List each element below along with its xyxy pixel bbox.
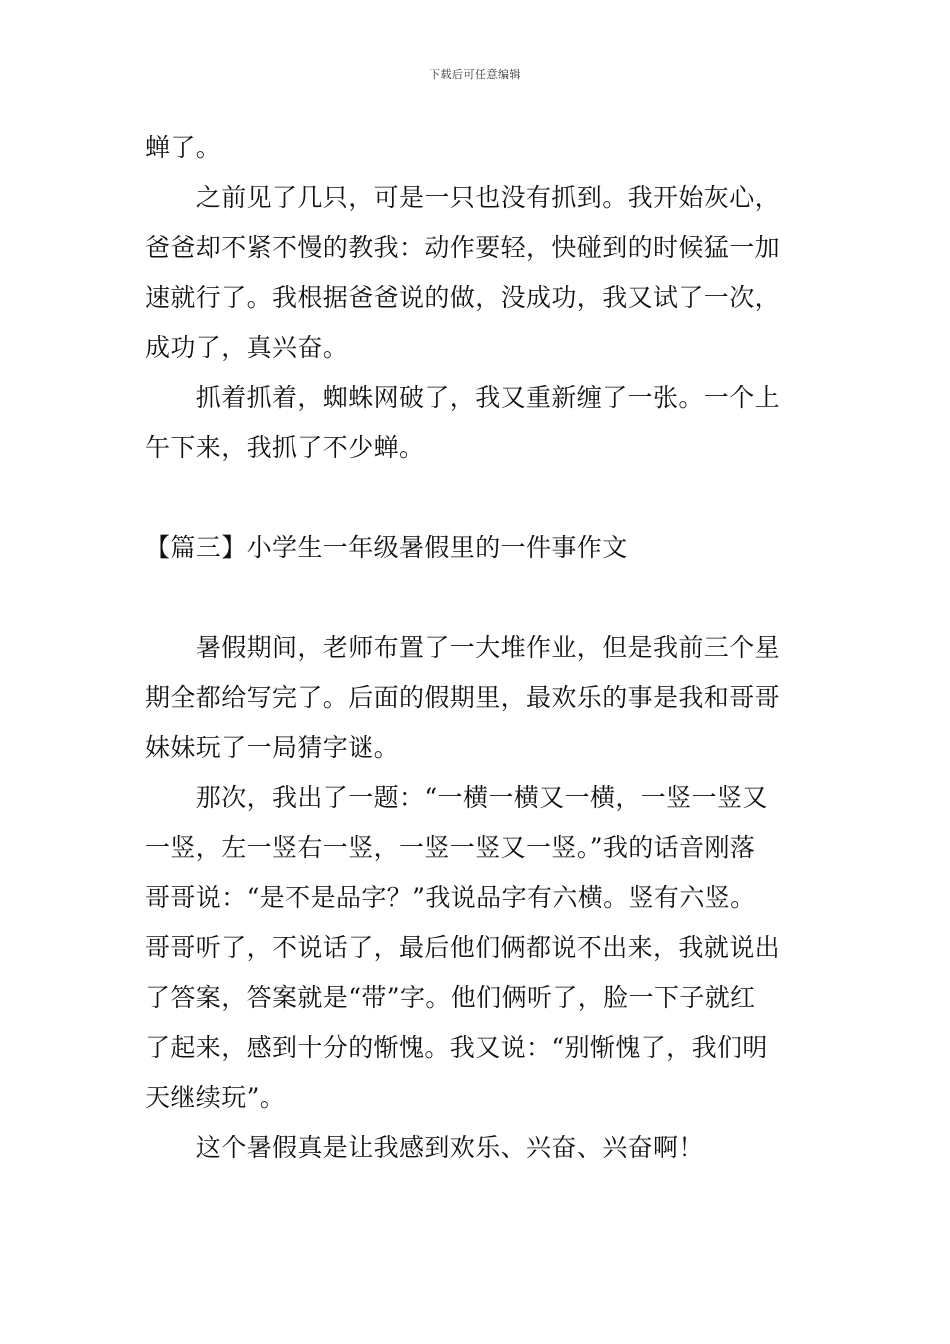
text-line: 蝉了。 [145,133,222,162]
text-line: 爸爸却不紧不慢的教我：动作要轻，快碰到的时候猛一加 [145,233,781,262]
text-line: 成功了，真兴奋。 [145,333,349,362]
text-line: 了答案，答案就是“带”字。他们俩听了，脸一下子就红 [145,983,756,1012]
text-line: 天继续玩”。 [145,1083,286,1112]
text-line: 午下来，我抓了不少蝉。 [145,433,425,462]
text-line: 妹妹玩了一局猜字谜。 [145,733,400,762]
text-line: 那次，我出了一题：“一横一横又一横，一竖一竖又 [145,783,768,812]
text-line: 这个暑假真是让我感到欢乐、兴奋、兴奋啊！ [145,1133,704,1162]
text-line: 哥哥听了，不说话了，最后他们俩都说不出来，我就说出 [145,933,781,962]
text-line: 暑假期间，老师布置了一大堆作业，但是我前三个星 [145,633,781,662]
text-line: 了起来，感到十分的惭愧。我又说：“别惭愧了，我们明 [145,1033,768,1062]
page-header-note: 下载后可任意编辑 [429,68,521,81]
text-line: 之前见了几只，可是一只也没有抓到。我开始灰心， [145,183,781,212]
text-line: 抓着抓着，蜘蛛网破了，我又重新缠了一张。一个上 [145,383,781,412]
text-line: 哥哥说：“是不是品字？”我说品字有六横。竖有六竖。 [145,883,756,912]
section-heading: 【篇三】小学生一年级暑假里的一件事作文 [145,533,628,562]
text-line: 期全都给写完了。后面的假期里，最欢乐的事是我和哥哥 [145,683,781,712]
text-line: 一竖，左一竖右一竖，一竖一竖又一竖。”我的话音刚落 [145,833,756,862]
text-line: 速就行了。我根据爸爸说的做，没成功，我又试了一次， [145,283,781,312]
